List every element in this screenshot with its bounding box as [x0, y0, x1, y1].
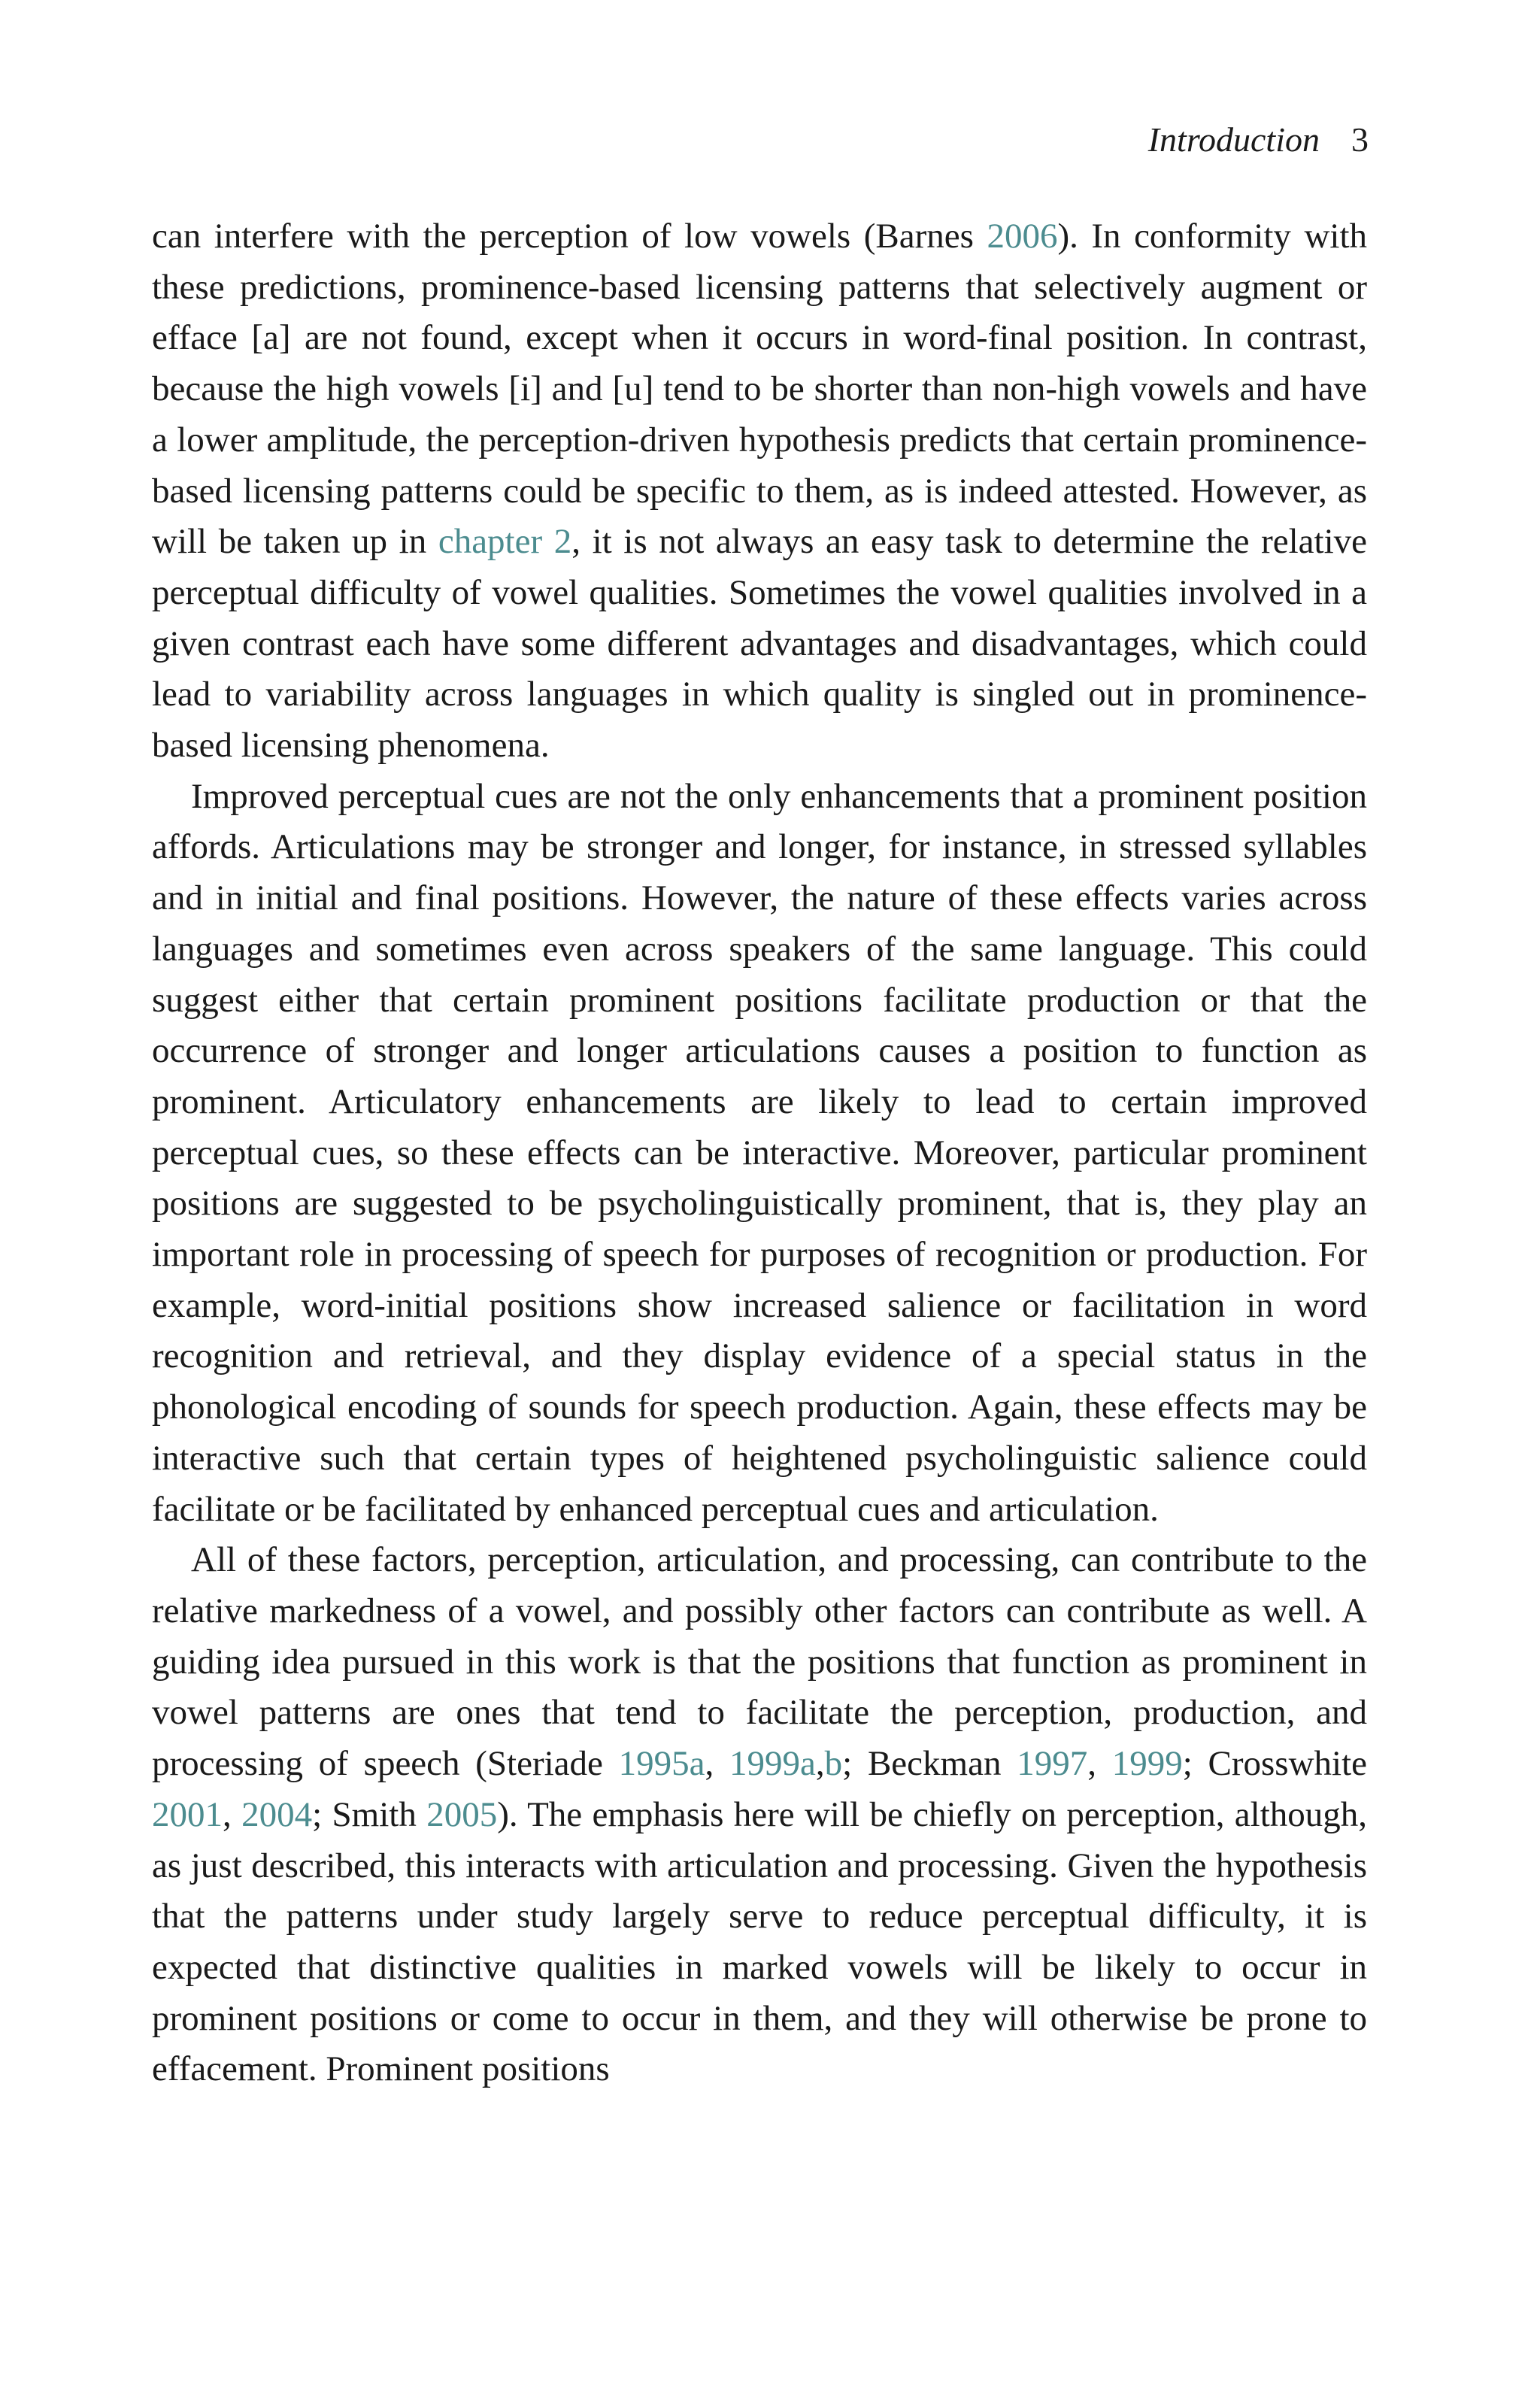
citation-link-crosswhite-2001[interactable]: 2001 — [152, 1794, 223, 1834]
chapter-2-link[interactable]: chapter 2 — [438, 522, 572, 562]
citation-link-beckman-1999[interactable]: 1999 — [1111, 1744, 1183, 1784]
running-head — [1148, 117, 1369, 162]
text-run: , — [1087, 1744, 1112, 1784]
body-text — [152, 211, 1367, 2095]
text-run: ). The emphasis here will be chiefly on perception, although, as just described, this interacts with articulation and processing. Given the hypothesis that the patterns under study largely serve to reduce perceptual difficulty, it is expected that distinctive qualities in marked vowels will be likely to occur in prominent positions or come to occur in them, and they will otherwise be prone to effacement. Prominent positions — [152, 1794, 1368, 2089]
page-number: 3 — [1351, 120, 1369, 159]
text-run: , — [705, 1744, 730, 1784]
text-run: Improved perceptual cues are not the only enhancements that a prominent position affords. Articulations may be stronger and longer, for instance, in stressed syllables and in initial and final positions. However, the nature of these effects varies across languages and sometimes even across speakers of the same language. This could suggest either that certain prominent positions facilitate production or that the occurrence of stronger and longer articulations causes a position to function as prominent. Articulatory enhancements are likely to lead to certain improved perceptual cues, so these effects can be interactive. Moreover, particular prominent positions are suggested to be psycholinguistically prominent, that is, they play an important role in processing of speech for purposes of recognition or production. For example, word-initial positions show increased salience or facilitation in word recognition and retrieval, and they display evidence of a special status in the phonological encoding of sounds for speech production. Again, these effects may be interactive such that certain types of heightened psycholinguistic salience could facilitate or be facilitated by enhanced perceptual cues and articulation. — [152, 776, 1367, 1529]
paragraph-1 — [152, 211, 1367, 772]
text-run: , it is not always an easy task to determine the relative perceptual difficulty of vowel qualities. Sometimes the vowel qualities involved in a given contrast each have some different advantages and disadvantages, which could lead to variability across languages in which quality is singled out in prominence-based licensing phenomena. — [152, 522, 1367, 766]
citation-link-steriade-1999b[interactable]: b — [824, 1744, 843, 1784]
citation-link-steriade-1999a[interactable]: 1999a — [729, 1744, 816, 1784]
citation-link-beckman-1997[interactable]: 1997 — [1017, 1744, 1088, 1784]
text-run: ; Beckman — [842, 1744, 1017, 1784]
citation-link-steriade-1995a[interactable]: 1995a — [618, 1744, 705, 1784]
text-run: , — [223, 1794, 242, 1834]
paragraph-3 — [152, 1535, 1367, 2095]
text-run: ; Crosswhite — [1182, 1744, 1368, 1784]
text-run: All of these factors, perception, articulation, and processing, can contribute to the relative markedness of a vowel, and possibly other factors can contribute as well. A guiding idea pursued in this work is that the positions that function as prominent in vowel patterns are ones that tend to facilitate the perception, production, and processing of speech (Steriade — [152, 1540, 1367, 1784]
text-run: can interfere with the perception of low vowels (Barnes — [152, 217, 987, 256]
running-head-title: Introduction — [1147, 120, 1320, 159]
text-run: , — [815, 1744, 825, 1784]
text-run: ). In conformity with these predictions, prominence-based licensing patterns that selectively augment or efface [a] are not found, except when it occurs in word-final position. In contrast, because the high vowels [i] and [u] tend to be shorter than non-high vowels and have a lower amplitude, the perception-driven hypothesis predicts that certain prominence-based licensing patterns could be specific to them, as is indeed attested. However, as will be taken up in — [152, 217, 1367, 562]
citation-link-smith-2005[interactable]: 2005 — [426, 1794, 498, 1834]
paragraph-2 — [152, 772, 1367, 1536]
citation-link-barnes-2006[interactable]: 2006 — [987, 217, 1058, 256]
text-run: ; Smith — [312, 1794, 427, 1834]
citation-link-crosswhite-2004[interactable]: 2004 — [241, 1794, 313, 1834]
